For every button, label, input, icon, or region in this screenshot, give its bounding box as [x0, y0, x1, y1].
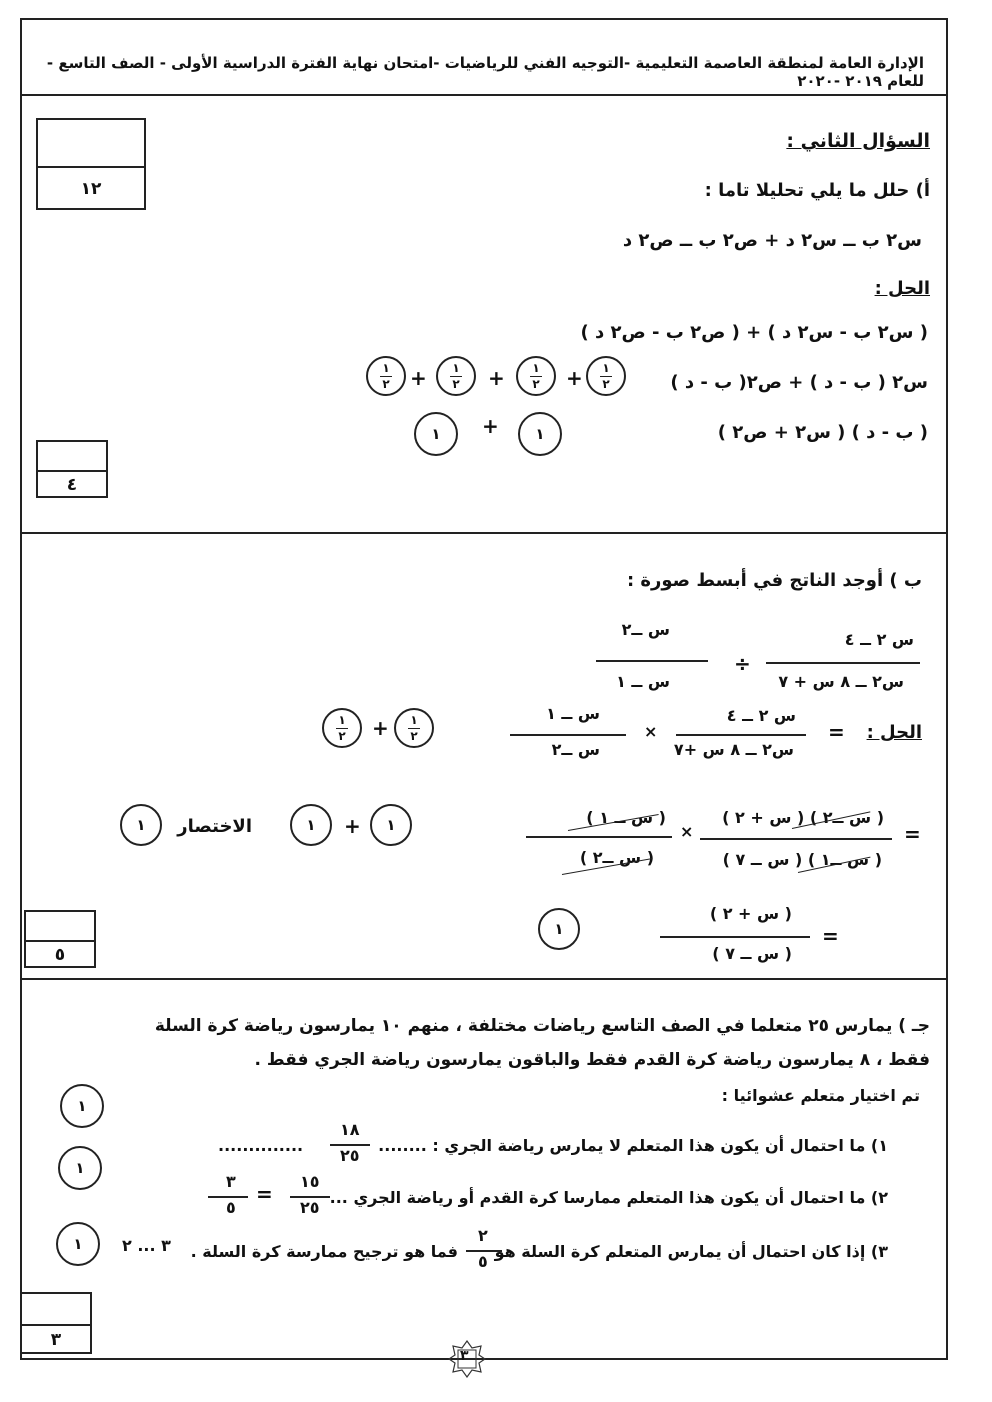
step1-fraction-1-numerator: س ٢ ــ ٤: [726, 706, 796, 725]
mark-one-circle: ١: [56, 1222, 100, 1266]
step2-fraction-2-numerator: ( س ــ ١ ): [586, 808, 666, 827]
q1-answer-dots: ..............: [218, 1136, 304, 1155]
mark-half-circle: ١ ٢: [322, 708, 362, 748]
plus-sign: +: [482, 414, 499, 438]
given-fraction-1-numerator: س ٢ ــ ٤: [844, 630, 914, 649]
step2-fraction-2-denominator: ( س ــ٢ ): [579, 848, 654, 867]
part-c-question-1: ١) ما احتمال أن يكون هذا المتعلم لا يمارس رياضة الجري : ........: [378, 1136, 888, 1155]
step1-fraction-1-bar: [676, 734, 806, 736]
part-c-mark-box: [20, 1292, 92, 1354]
multiply-sign: ×: [644, 722, 658, 741]
page-number: ٣: [460, 1348, 469, 1364]
q3-given-denominator: ٥: [478, 1252, 488, 1271]
q2-result-denominator: ٥: [226, 1198, 236, 1217]
part-a-step-3: ( ب - د ) ( س٢ + ص٢ ): [717, 422, 928, 443]
step1-fraction-1-denominator: س٢ ــ ٨ س +٧: [673, 740, 794, 759]
plus-sign: +: [372, 716, 389, 740]
equals-sign: =: [904, 822, 921, 846]
exam-header: [20, 40, 948, 96]
plus-sign: +: [566, 366, 583, 390]
equals-sign: =: [828, 720, 845, 744]
part-a-mark-value: ٤: [66, 475, 78, 495]
q1-answer-numerator: ١٨: [340, 1120, 360, 1139]
part-c-question-3: ٣) إذا كان احتمال أن يمارس المتعلم كرة السلة هو: [494, 1242, 888, 1261]
mark-half-circle: ١ ٢: [586, 356, 626, 396]
step2-fraction-2-bar: [526, 836, 672, 838]
equals-sign: =: [256, 1182, 273, 1206]
part-a-solution-label: الحل :: [874, 278, 930, 299]
mark-one-circle: ١: [414, 412, 458, 456]
part-a-score-cell[interactable]: [38, 442, 106, 472]
step2-fraction-1-numerator: ( س ــ٢ ) ( س + ٢ ): [722, 808, 884, 827]
part-a-expression: س٢ ب ــ س٢ د + ص٢ ب ــ ص٢ د: [622, 230, 922, 251]
result-denominator: ( س ــ ٧ ): [712, 944, 792, 963]
part-b-solution-label: الحل :: [866, 722, 922, 743]
part-a-step-2: س٢ ( ب - د ) + ص٢( ب - د ): [670, 372, 928, 393]
mark-half-circle: ١ ٢: [516, 356, 556, 396]
part-a-prompt: أ) حلل ما يلي تحليلا تاما :: [704, 180, 930, 201]
part-c-mark-value: ٣: [50, 1330, 62, 1350]
mark-one-circle: ١: [120, 804, 162, 846]
q3-question-tail: فما هو ترجيح ممارسة كرة السلة .: [190, 1242, 458, 1261]
part-b-score-cell[interactable]: [26, 912, 94, 942]
mark-half-circle: ١ ٢: [394, 708, 434, 748]
part-b-mark-value: ٥: [54, 945, 66, 965]
mark-one-circle: ١: [538, 908, 580, 950]
multiply-sign: ×: [680, 822, 694, 841]
q1-answer-denominator: ٢٥: [340, 1146, 360, 1165]
step1-fraction-2-denominator: س ــ٢: [551, 740, 600, 759]
part-b-mark-box: [24, 910, 96, 968]
part-c-line-1: جـ ) يمارس ٢٥ متعلما في الصف التاسع رياضات مختلفة ، منهم ١٠ يمارسون رياضة كرة السلة: [154, 1016, 930, 1036]
step2-fraction-1-bar: [700, 838, 892, 840]
total-mark-score-cell[interactable]: [38, 120, 144, 168]
mark-one-circle: ١: [518, 412, 562, 456]
part-a-mark-box: [36, 440, 108, 498]
part-c-question-2: ٢) ما احتمال أن يكون هذا المتعلم ممارسا كرة القدم أو رياضة الجري ...: [329, 1188, 888, 1207]
step2-fraction-1-denominator: ( س ــ١ ) ( س ــ ٧ ): [722, 850, 882, 869]
mark-half-circle: ١ ٢: [436, 356, 476, 396]
mark-one-circle: ١: [58, 1146, 102, 1190]
result-fraction-bar: [660, 936, 810, 938]
q2-answer-denominator: ٢٥: [300, 1198, 320, 1217]
total-mark-box: [36, 118, 146, 210]
part-c-score-cell[interactable]: [22, 1294, 90, 1326]
part-c-line-2: فقط ، ٨ يمارسون رياضة كرة القدم فقط والباقون يمارسون رياضة الجري فقط .: [254, 1050, 930, 1070]
q2-result-numerator: ٣: [226, 1172, 236, 1191]
mark-one-circle: ١: [370, 804, 412, 846]
given-fraction-2-numerator: س ــ٢: [621, 620, 670, 639]
plus-sign: +: [488, 366, 505, 390]
mark-half-circle: ١ ٢: [366, 356, 406, 396]
q2-answer-numerator: ١٥: [300, 1172, 320, 1191]
result-numerator: ( س + ٢ ): [709, 904, 792, 923]
plus-sign: +: [410, 366, 427, 390]
given-fraction-1-denominator: س٢ ــ ٨ س + ٧: [778, 672, 904, 691]
total-mark-value: ١٢: [80, 179, 102, 199]
step1-fraction-2-bar: [510, 734, 626, 736]
header-title: الإدارة العامة لمنطقة العاصمة التعليمية -التوجيه الفني للرياضيات -امتحان نهاية الفترة الدراسية الأولى - الصف التاسع - للعام ٢٠١٩ -٢٠٢٠: [46, 54, 924, 90]
mark-one-circle: ١: [60, 1084, 104, 1128]
mark-one-circle: ١: [290, 804, 332, 846]
part-b-prompt: ب ) أوجد الناتج في أبسط صورة :: [626, 570, 922, 591]
section-divider-a-b: [20, 532, 948, 534]
simplify-label: الاختصار: [177, 816, 252, 837]
part-a-step-1: ( س٢ ب - س٢ د ) + ( ص٢ ب - ص٢ د ): [580, 322, 928, 343]
division-sign: ÷: [734, 652, 751, 676]
given-fraction-2-bar: [596, 660, 708, 662]
q3-given-numerator: ٢: [478, 1226, 488, 1245]
question-title: السؤال الثاني :: [786, 130, 930, 152]
part-c-line-3: تم اختيار متعلم عشوائيا :: [721, 1086, 920, 1105]
q3-answer: ٣ ... ٢: [122, 1236, 171, 1255]
equals-sign: =: [822, 924, 839, 948]
given-fraction-2-denominator: س ــ ١: [616, 672, 670, 691]
step1-fraction-2-numerator: س ــ ١: [546, 704, 600, 723]
section-divider-b-c: [20, 978, 948, 980]
given-fraction-1-bar: [766, 662, 920, 664]
plus-sign: +: [344, 814, 361, 838]
